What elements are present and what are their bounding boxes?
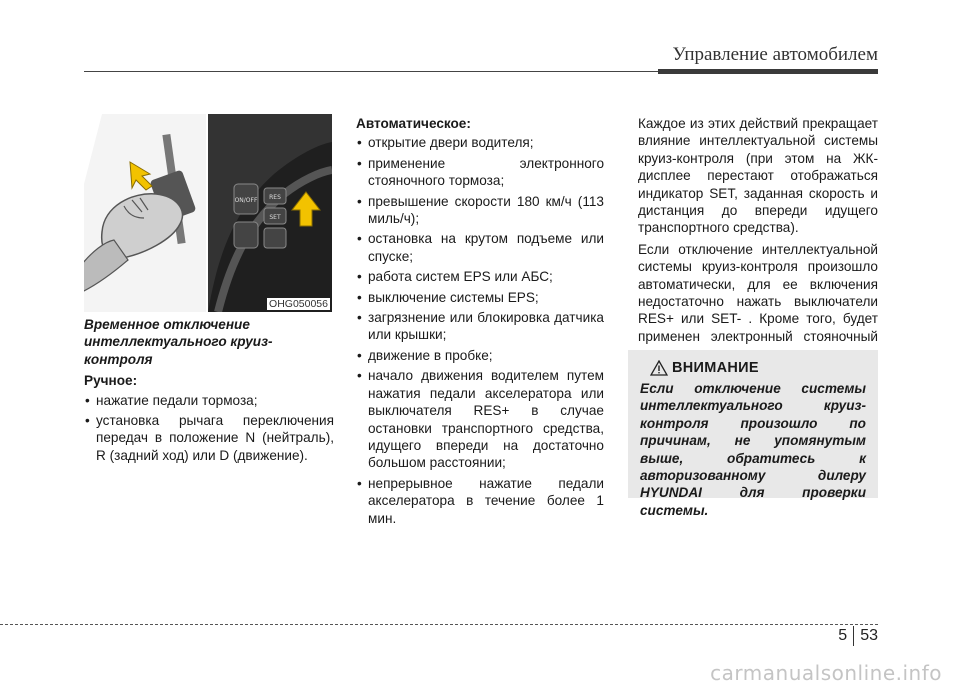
footer-rule — [0, 624, 878, 625]
warning-box — [628, 350, 878, 518]
list-item: • начало движения водителем путем нажатия педали акселератора или выключателя RES+ в случае остановки транспортного средства, идущего впереди на достаточно большом расстоянии; — [356, 367, 604, 471]
figure-code: OHG050056 — [269, 298, 328, 310]
header-bar — [658, 69, 878, 74]
warning-header — [650, 360, 866, 376]
figure-caption: Временное отключение интеллектуального круиз-контроля — [84, 317, 273, 367]
running-header: Управление автомобилем — [672, 44, 878, 65]
list-item: • нажатие педали тормоза; — [84, 392, 334, 409]
svg-text:RES: RES — [269, 194, 281, 201]
svg-text:SET: SET — [269, 214, 281, 221]
svg-text:ON/OFF: ON/OFF — [234, 197, 258, 204]
column-1 — [84, 316, 334, 467]
manual-list — [84, 392, 334, 465]
warning-text: Если отключение системы интеллектуального круиз-контроля произошло по причинам, не упомянутым выше, обратитесь к авторизованному дилеру HYUNDAI для проверки системы. — [640, 381, 866, 518]
list-item: • выключение системы EPS; — [356, 289, 604, 306]
auto-subhead: Автоматическое: — [356, 116, 471, 131]
watermark: carmanualsonline.info — [710, 661, 942, 685]
list-item: • установка рычага переключения передач в положение N (нейтраль), R (задний ход) или D (движение). — [84, 412, 334, 464]
column-2 — [356, 115, 604, 530]
page-number-value: 53 — [860, 627, 878, 644]
figure-illustration — [84, 114, 332, 312]
section-number: 5 — [838, 627, 848, 644]
list-item: • открытие двери водителя; — [356, 134, 604, 151]
list-item: • превышение скорости 180 км/ч (113 миль/ч); — [356, 193, 604, 228]
list-item: • загрязнение или блокировка датчика или крышки; — [356, 309, 604, 344]
list-item: • применение электронного стояночного тормоза; — [356, 155, 604, 190]
paragraph: Если отключение интеллектуальной системы круиз-контроля произошло автоматически, для ее включения недостаточно нажать выключатели RES+ или SET- . Кроме того, будет применен электронный стояночный — [638, 241, 878, 344]
paragraph: Каждое из этих действий прекращает влияние интеллектуальной системы круиз-контроля (при этом на ЖК-дисплее перестают отображаться индикатор SET, заданная скорость и дистанция до впереди идущего транспортного средства). — [638, 116, 878, 236]
figure-drawing — [84, 114, 332, 312]
list-item: • работа систем EPS или АБС; — [356, 268, 604, 285]
manual-subhead: Ручное: — [84, 373, 138, 389]
warning-title: ВНИМАНИЕ — [672, 360, 759, 376]
auto-list — [356, 134, 604, 527]
list-item: • непрерывное нажатие педали акселератора в течение более 1 мин. — [356, 475, 604, 527]
list-item: • движение в пробке; — [356, 347, 604, 364]
list-item: • остановка на крутом подъеме или спуске; — [356, 230, 604, 265]
warning-triangle-icon — [650, 360, 668, 376]
column-3 — [638, 115, 878, 367]
page-number — [838, 626, 878, 646]
